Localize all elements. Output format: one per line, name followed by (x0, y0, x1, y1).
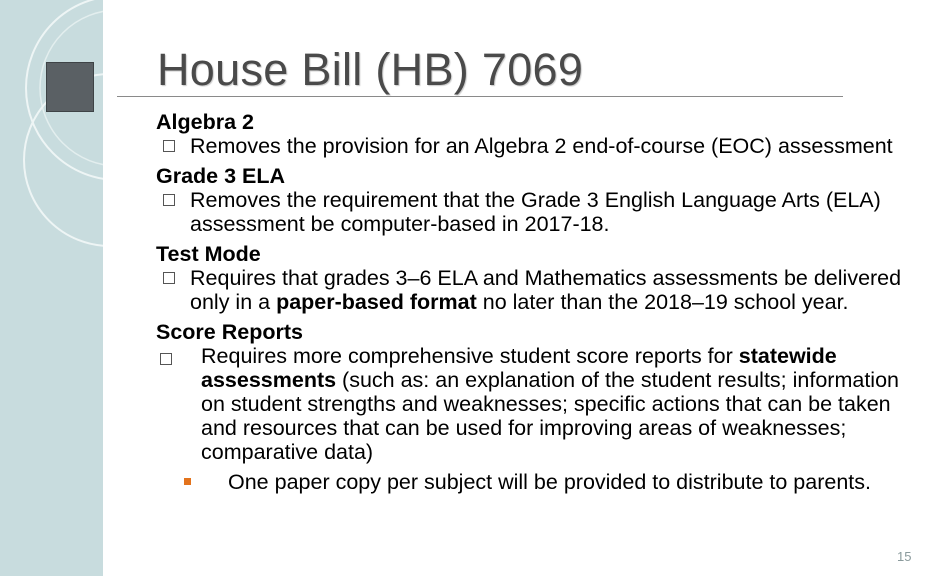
section-heading: Algebra 2 (156, 110, 254, 134)
bullet-text: Removes the requirement that the Grade 3 English Language Arts (ELA) assessment be computer-based in 2017-18. (190, 188, 881, 236)
box-bullet-icon (163, 140, 175, 152)
square-bullet-icon (184, 478, 191, 485)
bullet-item (156, 344, 916, 464)
sub-bullet-item (156, 470, 916, 494)
slide-body (156, 110, 916, 494)
title-divider (117, 96, 843, 97)
bullet-text: Requires that grades 3–6 ELA and Mathematics assessments be delivered only in a (190, 266, 902, 314)
bullet-emphasis: statewide assessments (201, 344, 837, 392)
bullet-text: Removes the provision for an Algebra 2 end-of-course (EOC) assessment (190, 134, 893, 158)
section-heading: Score Reports (156, 320, 303, 344)
section-heading: Grade 3 ELA (156, 164, 286, 188)
bullet-text: (such as: an explanation of the student results; information on student strengths and weaknesses; specific actions that can be taken and resources that can be used for improving areas of weaknesses; comparative data) (201, 368, 899, 464)
bullet-item (156, 266, 916, 314)
bullet-item (156, 188, 916, 236)
bullet-text: no later than the 2018–19 school year. (476, 290, 849, 314)
box-bullet-icon (163, 272, 175, 284)
slide-title: House Bill (HB) 7069 (157, 44, 584, 95)
box-bullet-icon (163, 194, 175, 206)
section-heading: Test Mode (156, 242, 261, 266)
box-bullet-icon (160, 353, 172, 365)
title-accent-square (46, 62, 94, 112)
bullet-item (156, 134, 916, 158)
bullet-emphasis: paper-based format (276, 290, 477, 314)
page-number: 15 (897, 549, 912, 564)
sub-bullet-text: One paper copy per subject will be provided to distribute to parents. (228, 470, 871, 494)
bullet-text: Requires more comprehensive student score reports for (201, 344, 739, 368)
